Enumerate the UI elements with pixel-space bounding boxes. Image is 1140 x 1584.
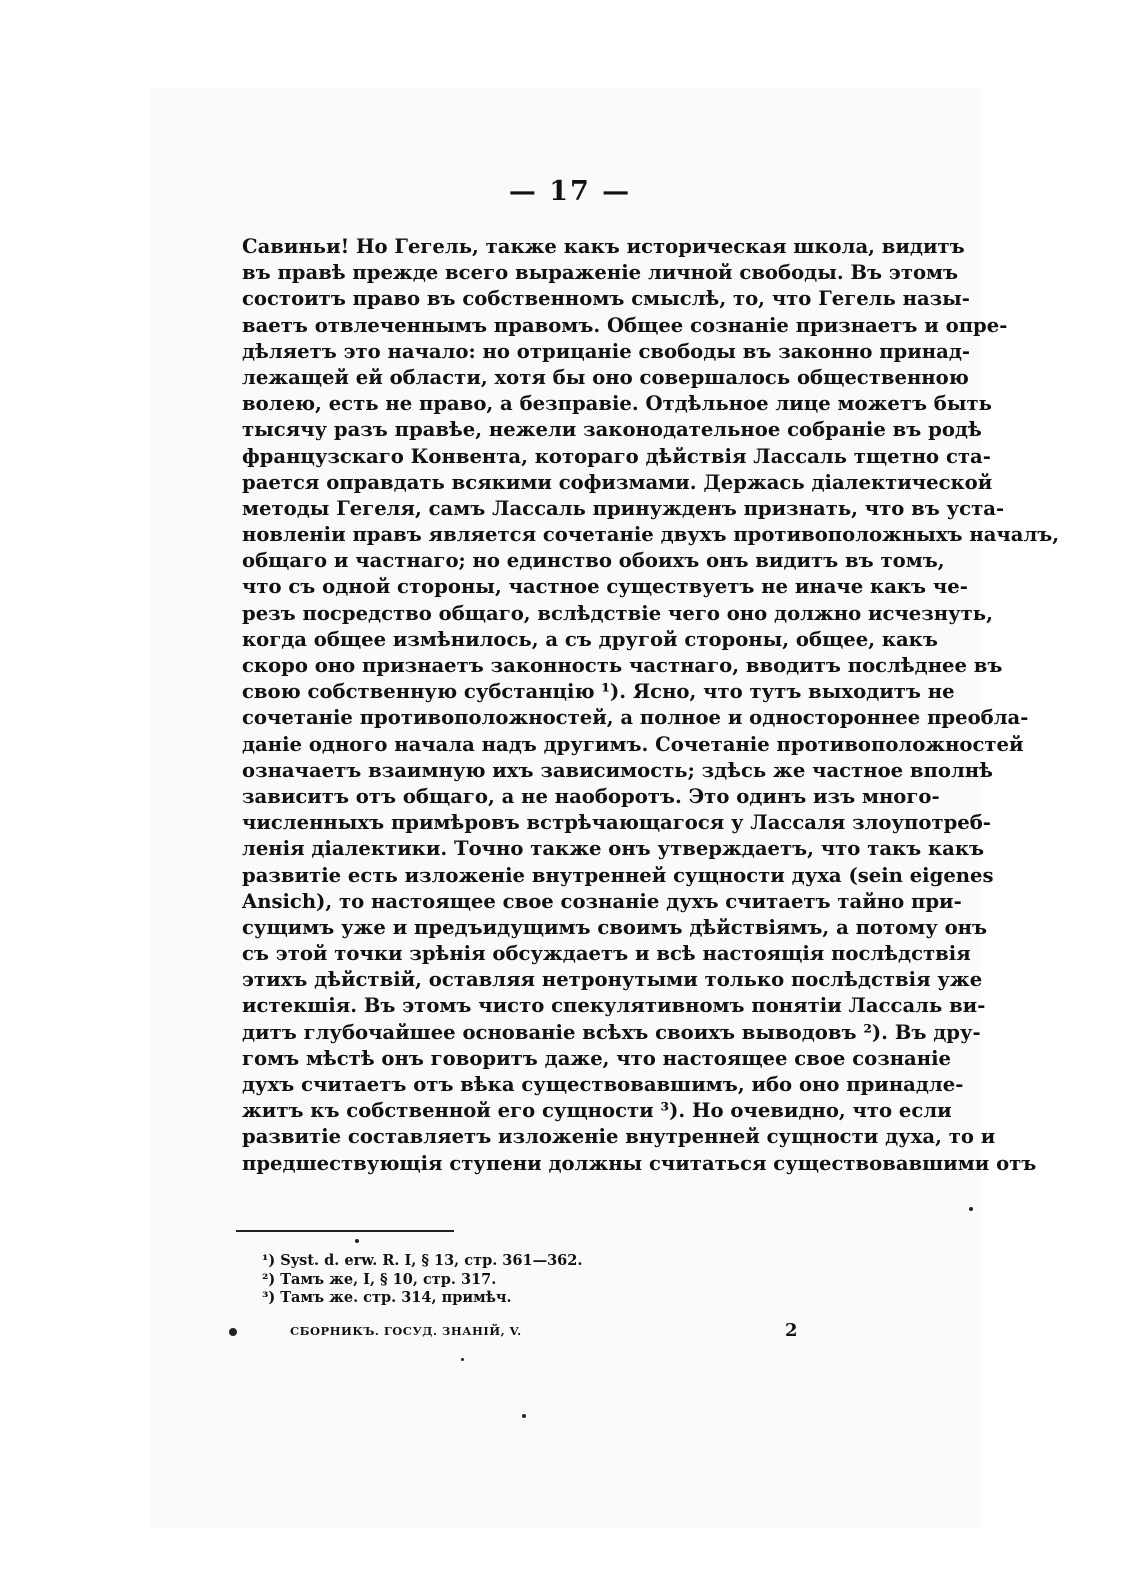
text-line: этихъ дѣйствій, оставляя нетронутыми только послѣдствія уже bbox=[242, 968, 983, 992]
text-line: зависитъ отъ общаго, а не наоборотъ. Это одинъ изъ много- bbox=[242, 784, 940, 808]
printer-signature bbox=[0, 1322, 1140, 1346]
text-line: означаетъ взаимную ихъ зависимость; здѣсь же частное вполнѣ bbox=[242, 758, 993, 782]
text-line: сочетаніе противоположностей, а полное и одностороннее преобла- bbox=[242, 706, 1029, 730]
text-line: скоро оно признаетъ законность частнаго, вводитъ послѣднее въ bbox=[242, 654, 1003, 677]
print-speck bbox=[969, 1207, 973, 1211]
text-line: ленія діалектики. Точно также онъ утверждаетъ, что такъ какъ bbox=[242, 837, 985, 861]
page-number: — 17 — bbox=[508, 176, 632, 207]
footnote: ³) Тамъ же. стр. 314, примѣч. bbox=[262, 1289, 512, 1306]
text-line: новленіи правъ является сочетаніе двухъ противоположныхъ началъ, bbox=[242, 523, 1060, 547]
text-line: свою собственную субстанцію ¹). Ясно, что тутъ выходитъ не bbox=[242, 680, 955, 704]
footnote: ²) Тамъ же, I, § 10, стр. 317. bbox=[262, 1270, 497, 1288]
signature-mark: 2 bbox=[785, 1320, 798, 1341]
text-line: Ansich), то настоящее свое сознаніе духъ считаетъ тайно при- bbox=[242, 889, 962, 913]
body-text bbox=[242, 234, 1060, 1177]
print-speck bbox=[522, 1414, 526, 1418]
text-line: развитіе есть изложеніе внутренней сущности духа (sein eigenes bbox=[242, 863, 994, 887]
text-line: Савиньи! Но Гегель, также какъ историческая школа, видитъ bbox=[242, 235, 965, 258]
text-line: что съ одной стороны, частное существуетъ не иначе какъ че- bbox=[242, 575, 968, 599]
text-line: житъ къ собственной его сущности ³). Но очевидно, что если bbox=[242, 1099, 952, 1123]
print-speck bbox=[229, 1328, 237, 1336]
text-line: дитъ глубочайшее основаніе всѣхъ своихъ выводовъ ²). Въ дру- bbox=[242, 1020, 981, 1044]
text-line: въ правѣ прежде всего выраженіе личной свободы. Въ этомъ bbox=[242, 261, 959, 285]
text-line: гомъ мѣстѣ онъ говоритъ даже, что настоящее свое сознаніе bbox=[242, 1046, 951, 1070]
footnote-separator bbox=[236, 1230, 454, 1232]
text-line: ваетъ отвлеченнымъ правомъ. Общее сознаніе признаетъ и опре- bbox=[242, 313, 1008, 337]
text-line: предшествующія ступени должны считаться существовавшими отъ bbox=[242, 1151, 1037, 1175]
text-line: развитіе составляетъ изложеніе внутренней сущности духа, то и bbox=[242, 1125, 996, 1149]
text-line: даніе одного начала надъ другимъ. Сочетаніе противоположностей bbox=[242, 732, 1024, 756]
print-speck bbox=[461, 1358, 464, 1361]
print-speck bbox=[355, 1239, 359, 1243]
text-line: состоитъ право въ собственномъ смыслѣ, то, что Гегель назы- bbox=[242, 287, 970, 311]
text-line: когда общее измѣнилось, а съ другой стороны, общее, какъ bbox=[242, 627, 938, 651]
text-line: лежащей ей области, хотя бы оно совершалось общественною bbox=[242, 365, 969, 389]
text-line: духъ считаетъ отъ вѣка существовавшимъ, ибо оно принадле- bbox=[242, 1073, 964, 1096]
signature-text: СБОРНИКЪ. ГОСУД. ЗНАНІЙ, V. bbox=[290, 1324, 522, 1338]
text-line: французскаго Конвента, котораго дѣйствія Лассаль тщетно ста- bbox=[242, 444, 991, 468]
text-line: численныхъ примѣровъ встрѣчающагося у Лассаля злоупотреб- bbox=[242, 811, 991, 835]
text-line: резъ посредство общаго, вслѣдствіе чего оно должно исчезнуть, bbox=[242, 601, 993, 625]
text-line: волею, есть не право, а безправіе. Отдѣльное лице можетъ быть bbox=[242, 392, 992, 416]
footnotes bbox=[262, 1252, 782, 1308]
text-line: рается оправдать всякими софизмами. Держась діалектической bbox=[242, 470, 993, 494]
text-line: методы Гегеля, самъ Лассаль принужденъ признать, что въ уста- bbox=[242, 496, 1005, 520]
footnote: ¹) Syst. d. erw. R. I, § 13, стр. 361—362. bbox=[262, 1252, 583, 1269]
text-line: истекшія. Въ этомъ чисто спекулятивномъ понятіи Лассаль ви- bbox=[242, 994, 986, 1018]
text-line: сущимъ уже и предъидущимъ своимъ дѣйствіямъ, а потому онъ bbox=[242, 915, 988, 939]
text-line: общаго и частнаго; но единство обоихъ онъ видитъ въ томъ, bbox=[242, 549, 945, 573]
text-line: тысячу разъ правѣе, нежели законодательное собраніе въ родѣ bbox=[242, 418, 982, 442]
text-line: дѣляетъ это начало: но отрицаніе свободы въ законно принад- bbox=[242, 339, 971, 363]
text-line: съ этой точки зрѣнія обсуждаетъ и всѣ настоящія послѣдствія bbox=[242, 942, 971, 966]
